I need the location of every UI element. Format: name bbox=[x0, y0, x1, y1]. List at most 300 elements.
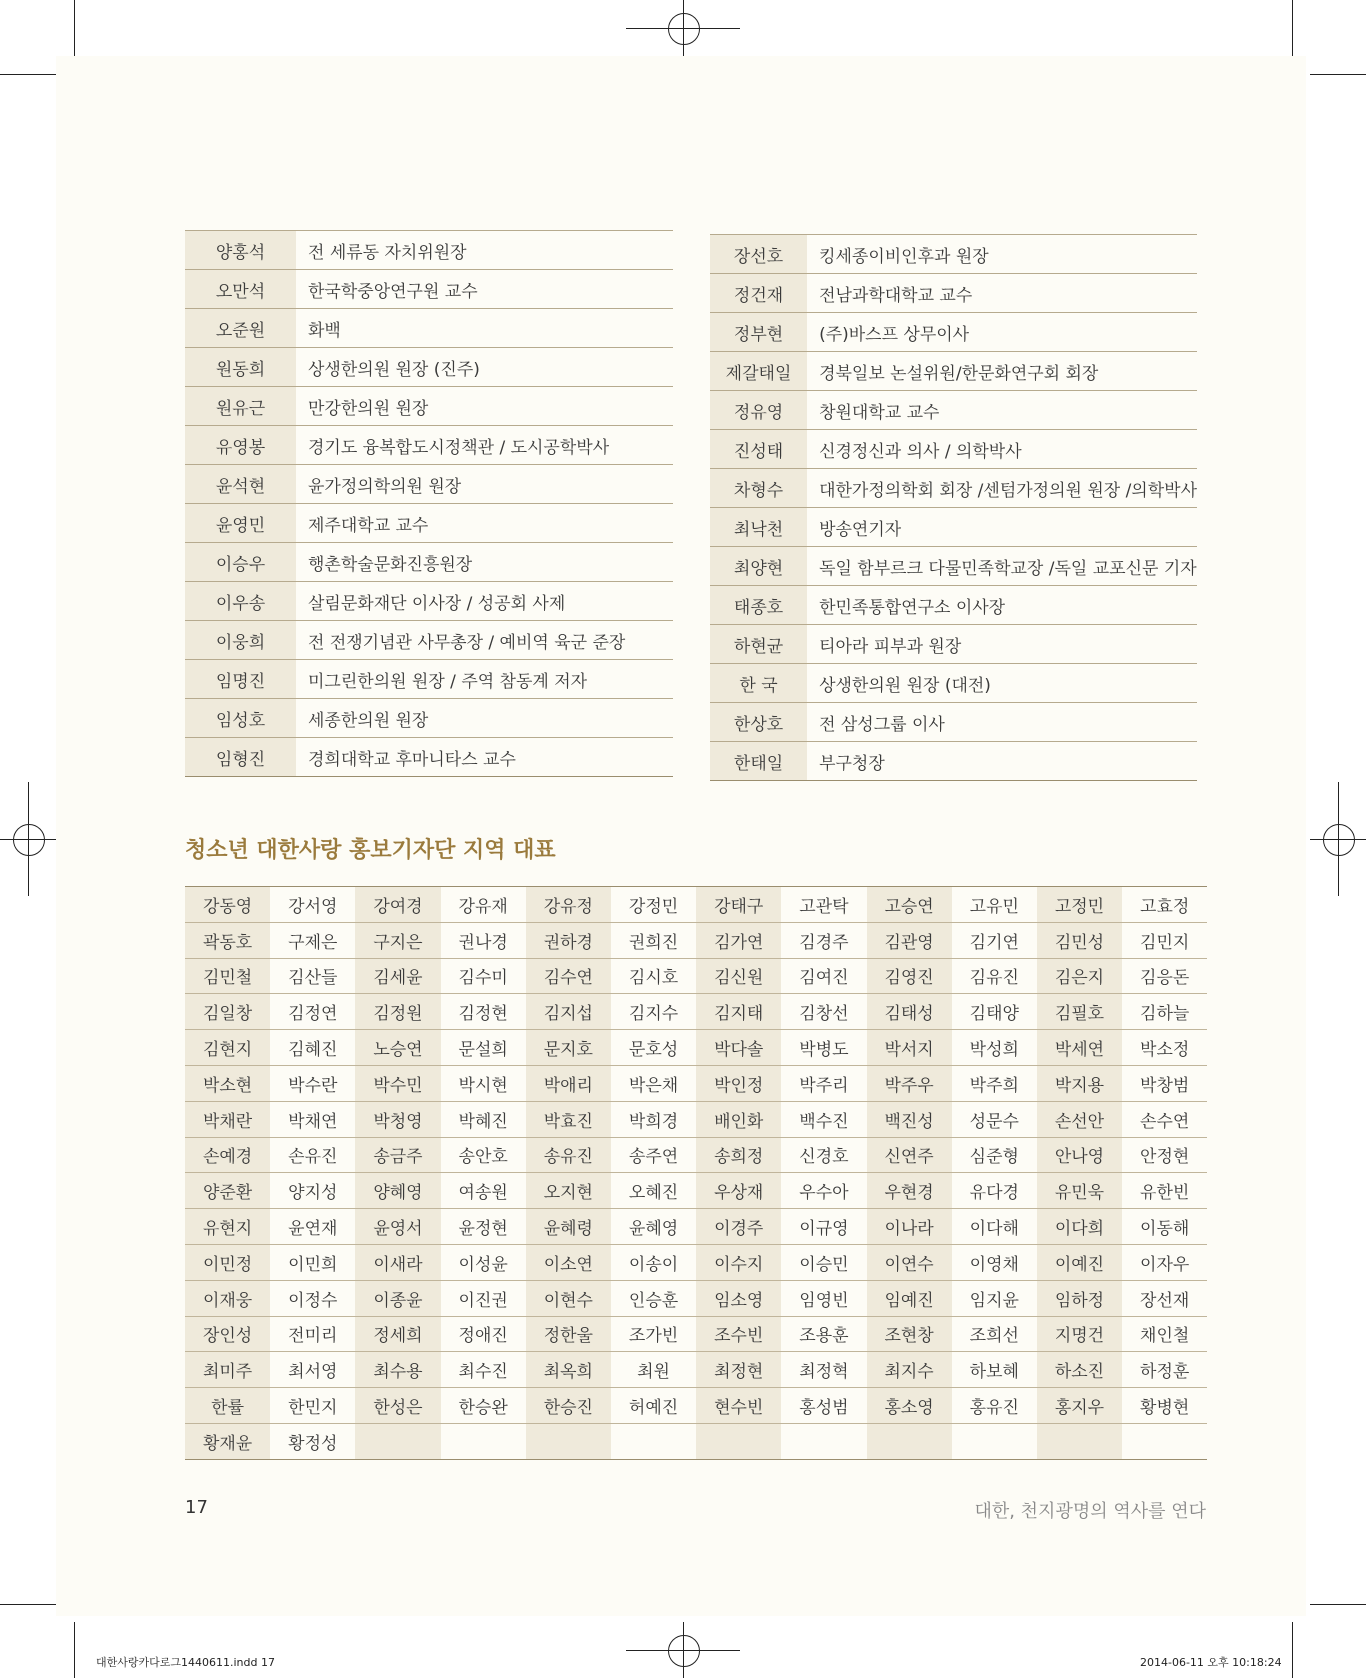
advisor-name: 진성태 bbox=[710, 430, 807, 469]
advisor-table-left bbox=[185, 230, 673, 777]
name-cell: 김태성 bbox=[867, 994, 952, 1030]
advisor-row bbox=[185, 270, 673, 309]
name-cell: 유민욱 bbox=[1037, 1173, 1122, 1209]
name-cell: 윤영서 bbox=[355, 1209, 440, 1245]
advisor-role: 상생한의원 원장 (대전) bbox=[807, 664, 1197, 703]
advisor-name: 양홍석 bbox=[185, 231, 296, 270]
name-cell: 박청영 bbox=[355, 1101, 440, 1137]
name-cell: 안나영 bbox=[1037, 1137, 1122, 1173]
name-cell: 고효정 bbox=[1122, 887, 1207, 923]
name-cell: 안정현 bbox=[1122, 1137, 1207, 1173]
name-cell bbox=[1037, 1423, 1122, 1459]
name-cell: 박지용 bbox=[1037, 1065, 1122, 1101]
name-cell: 우수아 bbox=[781, 1173, 866, 1209]
advisor-name: 윤영민 bbox=[185, 504, 296, 543]
name-cell: 이다해 bbox=[952, 1209, 1037, 1245]
name-cell: 박수란 bbox=[270, 1065, 355, 1101]
name-cell: 유다경 bbox=[952, 1173, 1037, 1209]
name-cell: 우상재 bbox=[696, 1173, 781, 1209]
advisor-name: 오준원 bbox=[185, 309, 296, 348]
advisor-row bbox=[710, 742, 1197, 781]
name-cell: 박수민 bbox=[355, 1065, 440, 1101]
name-cell: 백수진 bbox=[781, 1101, 866, 1137]
registration-mark bbox=[668, 1635, 700, 1667]
name-grid-row bbox=[185, 1137, 1207, 1173]
advisor-row bbox=[185, 348, 673, 387]
advisor-name: 오만석 bbox=[185, 270, 296, 309]
youth-name-grid bbox=[185, 886, 1207, 1460]
name-cell: 박성희 bbox=[952, 1030, 1037, 1066]
name-cell: 하보혜 bbox=[952, 1352, 1037, 1388]
advisor-role: 킹세종이비인후과 원장 bbox=[807, 235, 1197, 274]
name-cell: 한승진 bbox=[526, 1388, 611, 1424]
advisor-name: 한태일 bbox=[710, 742, 807, 781]
advisor-role: 창원대학교 교수 bbox=[807, 391, 1197, 430]
name-cell: 김민지 bbox=[1122, 922, 1207, 958]
name-grid-row bbox=[185, 1244, 1207, 1280]
name-cell: 박다솔 bbox=[696, 1030, 781, 1066]
advisor-name: 원유근 bbox=[185, 387, 296, 426]
advisor-name: 차형수 bbox=[710, 469, 807, 508]
name-cell: 최정혁 bbox=[781, 1352, 866, 1388]
name-cell: 황정성 bbox=[270, 1423, 355, 1459]
advisor-role: 신경정신과 의사 / 의학박사 bbox=[807, 430, 1197, 469]
name-cell: 하소진 bbox=[1037, 1352, 1122, 1388]
name-cell: 김기연 bbox=[952, 922, 1037, 958]
name-cell: 노승연 bbox=[355, 1030, 440, 1066]
name-cell: 이재웅 bbox=[185, 1280, 270, 1316]
name-cell: 홍지우 bbox=[1037, 1388, 1122, 1424]
crop-mark bbox=[0, 74, 56, 75]
advisor-name: 정건재 bbox=[710, 274, 807, 313]
advisor-row bbox=[185, 309, 673, 348]
name-cell: 지명건 bbox=[1037, 1316, 1122, 1352]
name-cell: 김혜진 bbox=[270, 1030, 355, 1066]
name-cell bbox=[441, 1423, 526, 1459]
advisor-row bbox=[185, 660, 673, 699]
advisor-row bbox=[710, 313, 1197, 352]
name-cell: 김유진 bbox=[952, 958, 1037, 994]
page-number: 17 bbox=[185, 1497, 208, 1518]
name-cell: 장선재 bbox=[1122, 1280, 1207, 1316]
name-grid-row bbox=[185, 1316, 1207, 1352]
name-cell: 김수미 bbox=[441, 958, 526, 994]
advisor-name: 장선호 bbox=[710, 235, 807, 274]
name-cell: 박주희 bbox=[952, 1065, 1037, 1101]
name-cell: 하정훈 bbox=[1122, 1352, 1207, 1388]
name-cell: 김지태 bbox=[696, 994, 781, 1030]
name-cell: 최수진 bbox=[441, 1352, 526, 1388]
name-cell: 권하경 bbox=[526, 922, 611, 958]
name-cell: 김민성 bbox=[1037, 922, 1122, 958]
name-cell: 김필호 bbox=[1037, 994, 1122, 1030]
advisor-role: 화백 bbox=[296, 309, 673, 348]
name-cell: 이경주 bbox=[696, 1209, 781, 1245]
name-grid-row bbox=[185, 958, 1207, 994]
name-cell: 김응돈 bbox=[1122, 958, 1207, 994]
name-cell: 김지수 bbox=[611, 994, 696, 1030]
name-cell: 최지수 bbox=[867, 1352, 952, 1388]
name-cell: 황병현 bbox=[1122, 1388, 1207, 1424]
name-cell: 황재윤 bbox=[185, 1423, 270, 1459]
name-grid-row bbox=[185, 887, 1207, 923]
name-cell: 김영진 bbox=[867, 958, 952, 994]
advisor-role: 전 삼성그룹 이사 bbox=[807, 703, 1197, 742]
advisor-row bbox=[185, 582, 673, 621]
advisor-row bbox=[710, 586, 1197, 625]
name-cell: 조수빈 bbox=[696, 1316, 781, 1352]
name-cell: 손유진 bbox=[270, 1137, 355, 1173]
advisor-table-right bbox=[710, 234, 1197, 781]
advisor-name: 이우송 bbox=[185, 582, 296, 621]
name-grid-row bbox=[185, 1101, 1207, 1137]
advisor-row bbox=[185, 621, 673, 660]
advisor-name: 윤석현 bbox=[185, 465, 296, 504]
advisor-row bbox=[185, 738, 673, 777]
name-cell: 한률 bbox=[185, 1388, 270, 1424]
name-cell: 조희선 bbox=[952, 1316, 1037, 1352]
name-cell: 강서영 bbox=[270, 887, 355, 923]
name-cell: 허예진 bbox=[611, 1388, 696, 1424]
advisor-name: 정부현 bbox=[710, 313, 807, 352]
advisor-name: 하현균 bbox=[710, 625, 807, 664]
name-cell: 문설희 bbox=[441, 1030, 526, 1066]
name-cell: 한민지 bbox=[270, 1388, 355, 1424]
name-cell: 우현경 bbox=[867, 1173, 952, 1209]
name-cell bbox=[867, 1423, 952, 1459]
advisor-name: 이웅희 bbox=[185, 621, 296, 660]
name-cell: 김정연 bbox=[270, 994, 355, 1030]
name-cell: 송주연 bbox=[611, 1137, 696, 1173]
name-cell: 박은채 bbox=[611, 1065, 696, 1101]
name-cell: 홍성범 bbox=[781, 1388, 866, 1424]
name-cell: 오지현 bbox=[526, 1173, 611, 1209]
name-cell: 김하늘 bbox=[1122, 994, 1207, 1030]
advisor-name: 임성호 bbox=[185, 699, 296, 738]
name-cell: 임지윤 bbox=[952, 1280, 1037, 1316]
name-cell: 이진권 bbox=[441, 1280, 526, 1316]
name-cell: 강유재 bbox=[441, 887, 526, 923]
advisor-row bbox=[185, 699, 673, 738]
name-cell bbox=[355, 1423, 440, 1459]
name-cell: 윤혜령 bbox=[526, 1209, 611, 1245]
name-cell: 이종윤 bbox=[355, 1280, 440, 1316]
name-grid-row bbox=[185, 1065, 1207, 1101]
name-cell: 박채연 bbox=[270, 1101, 355, 1137]
name-cell: 박소정 bbox=[1122, 1030, 1207, 1066]
advisor-role: 미그린한의원 원장 / 주역 참동계 저자 bbox=[296, 660, 673, 699]
advisor-role: 만강한의원 원장 bbox=[296, 387, 673, 426]
advisor-row bbox=[710, 274, 1197, 313]
name-cell: 전미리 bbox=[270, 1316, 355, 1352]
advisor-name: 최낙천 bbox=[710, 508, 807, 547]
name-cell: 이성윤 bbox=[441, 1244, 526, 1280]
name-cell: 유한빈 bbox=[1122, 1173, 1207, 1209]
name-cell: 김일창 bbox=[185, 994, 270, 1030]
name-cell: 김현지 bbox=[185, 1030, 270, 1066]
name-cell: 최서영 bbox=[270, 1352, 355, 1388]
advisor-row bbox=[185, 504, 673, 543]
name-cell: 김신원 bbox=[696, 958, 781, 994]
name-cell: 한승완 bbox=[441, 1388, 526, 1424]
name-cell: 문호성 bbox=[611, 1030, 696, 1066]
advisor-name: 제갈태일 bbox=[710, 352, 807, 391]
name-cell: 채인철 bbox=[1122, 1316, 1207, 1352]
name-cell: 구지은 bbox=[355, 922, 440, 958]
name-grid-row bbox=[185, 1352, 1207, 1388]
crop-mark bbox=[74, 1622, 75, 1678]
name-cell: 송유진 bbox=[526, 1137, 611, 1173]
name-cell: 윤연재 bbox=[270, 1209, 355, 1245]
name-cell: 이민정 bbox=[185, 1244, 270, 1280]
advisor-role: 행촌학술문화진흥원장 bbox=[296, 543, 673, 582]
name-cell: 백진성 bbox=[867, 1101, 952, 1137]
name-cell: 박주우 bbox=[867, 1065, 952, 1101]
name-cell: 이새라 bbox=[355, 1244, 440, 1280]
name-cell: 윤정현 bbox=[441, 1209, 526, 1245]
name-cell: 이예진 bbox=[1037, 1244, 1122, 1280]
name-cell: 박효진 bbox=[526, 1101, 611, 1137]
advisor-row bbox=[710, 469, 1197, 508]
name-cell: 박주리 bbox=[781, 1065, 866, 1101]
name-cell: 김창선 bbox=[781, 994, 866, 1030]
advisor-row bbox=[710, 547, 1197, 586]
name-cell: 홍유진 bbox=[952, 1388, 1037, 1424]
name-cell: 고정민 bbox=[1037, 887, 1122, 923]
name-cell: 김가연 bbox=[696, 922, 781, 958]
name-cell: 여송원 bbox=[441, 1173, 526, 1209]
name-cell: 이다희 bbox=[1037, 1209, 1122, 1245]
name-cell: 양지성 bbox=[270, 1173, 355, 1209]
name-grid-row bbox=[185, 1388, 1207, 1424]
name-cell: 성문수 bbox=[952, 1101, 1037, 1137]
name-cell: 이승민 bbox=[781, 1244, 866, 1280]
name-cell: 박시현 bbox=[441, 1065, 526, 1101]
name-cell: 김태양 bbox=[952, 994, 1037, 1030]
section-title: 청소년 대한사랑 홍보기자단 지역 대표 bbox=[185, 838, 556, 863]
advisor-row bbox=[710, 703, 1197, 742]
advisor-name: 한 국 bbox=[710, 664, 807, 703]
advisor-role: 티아라 피부과 원장 bbox=[807, 625, 1197, 664]
name-cell: 정세희 bbox=[355, 1316, 440, 1352]
advisor-row bbox=[185, 465, 673, 504]
crop-mark bbox=[1310, 74, 1366, 75]
name-cell: 신경호 bbox=[781, 1137, 866, 1173]
name-cell: 고승연 bbox=[867, 887, 952, 923]
name-cell: 문지호 bbox=[526, 1030, 611, 1066]
name-cell: 인승훈 bbox=[611, 1280, 696, 1316]
name-cell: 김지섭 bbox=[526, 994, 611, 1030]
name-cell: 곽동호 bbox=[185, 922, 270, 958]
advisor-role: 세종한의원 원장 bbox=[296, 699, 673, 738]
advisor-role: 한국학중앙연구원 교수 bbox=[296, 270, 673, 309]
name-cell: 이소연 bbox=[526, 1244, 611, 1280]
name-cell: 손예경 bbox=[185, 1137, 270, 1173]
name-cell: 송금주 bbox=[355, 1137, 440, 1173]
name-cell: 윤혜영 bbox=[611, 1209, 696, 1245]
name-cell bbox=[1122, 1423, 1207, 1459]
slug-timestamp: 2014-06-11 오후 10:18:24 bbox=[1140, 1656, 1282, 1669]
name-cell: 최미주 bbox=[185, 1352, 270, 1388]
advisor-role: 경기도 융복합도시정책관 / 도시공학박사 bbox=[296, 426, 673, 465]
name-cell: 이영채 bbox=[952, 1244, 1037, 1280]
advisor-name: 원동희 bbox=[185, 348, 296, 387]
name-cell: 강정민 bbox=[611, 887, 696, 923]
name-cell: 홍소영 bbox=[867, 1388, 952, 1424]
name-cell: 송안호 bbox=[441, 1137, 526, 1173]
name-cell: 박채란 bbox=[185, 1101, 270, 1137]
name-cell: 강동영 bbox=[185, 887, 270, 923]
advisor-role: 경희대학교 후마니타스 교수 bbox=[296, 738, 673, 777]
advisor-name: 정유영 bbox=[710, 391, 807, 430]
advisor-name: 임형진 bbox=[185, 738, 296, 777]
name-cell: 이연수 bbox=[867, 1244, 952, 1280]
crop-mark bbox=[1292, 1622, 1293, 1678]
advisor-role: 상생한의원 원장 (진주) bbox=[296, 348, 673, 387]
advisor-name: 유영봉 bbox=[185, 426, 296, 465]
name-cell: 최수용 bbox=[355, 1352, 440, 1388]
name-cell: 양혜영 bbox=[355, 1173, 440, 1209]
name-cell: 김민철 bbox=[185, 958, 270, 994]
advisor-role: 전 세류동 자치위원장 bbox=[296, 231, 673, 270]
crop-mark bbox=[74, 0, 75, 56]
advisor-row bbox=[710, 352, 1197, 391]
crop-mark bbox=[0, 1604, 56, 1605]
advisor-row bbox=[710, 391, 1197, 430]
name-cell: 김정원 bbox=[355, 994, 440, 1030]
name-cell: 김산들 bbox=[270, 958, 355, 994]
name-cell: 한성은 bbox=[355, 1388, 440, 1424]
name-cell: 이송이 bbox=[611, 1244, 696, 1280]
name-cell: 배인화 bbox=[696, 1101, 781, 1137]
name-cell: 유현지 bbox=[185, 1209, 270, 1245]
advisor-row bbox=[710, 430, 1197, 469]
registration-mark bbox=[1323, 824, 1355, 856]
advisor-row bbox=[710, 664, 1197, 703]
advisor-role: 대한가정의학회 회장 /센텀가정의원 원장 /의학박사 bbox=[807, 469, 1197, 508]
name-cell: 강태구 bbox=[696, 887, 781, 923]
advisor-row bbox=[185, 387, 673, 426]
advisor-role: 전남과학대학교 교수 bbox=[807, 274, 1197, 313]
registration-mark bbox=[13, 824, 45, 856]
name-cell: 구제은 bbox=[270, 922, 355, 958]
name-cell: 조용훈 bbox=[781, 1316, 866, 1352]
name-cell: 이자우 bbox=[1122, 1244, 1207, 1280]
name-cell: 이수지 bbox=[696, 1244, 781, 1280]
advisor-role: 부구청장 bbox=[807, 742, 1197, 781]
name-cell: 고관탁 bbox=[781, 887, 866, 923]
advisor-row bbox=[710, 625, 1197, 664]
name-cell: 최정현 bbox=[696, 1352, 781, 1388]
name-grid-row bbox=[185, 1173, 1207, 1209]
name-cell: 이규영 bbox=[781, 1209, 866, 1245]
name-cell: 조현창 bbox=[867, 1316, 952, 1352]
name-cell bbox=[781, 1423, 866, 1459]
name-cell: 손선안 bbox=[1037, 1101, 1122, 1137]
name-cell: 이동해 bbox=[1122, 1209, 1207, 1245]
name-cell: 임영빈 bbox=[781, 1280, 866, 1316]
name-cell: 박소현 bbox=[185, 1065, 270, 1101]
advisor-role: 살림문화재단 이사장 / 성공회 사제 bbox=[296, 582, 673, 621]
advisor-name: 이승우 bbox=[185, 543, 296, 582]
name-cell: 장인성 bbox=[185, 1316, 270, 1352]
crop-mark bbox=[1310, 1604, 1366, 1605]
name-cell: 이정수 bbox=[270, 1280, 355, 1316]
name-cell: 박창범 bbox=[1122, 1065, 1207, 1101]
name-cell: 박병도 bbox=[781, 1030, 866, 1066]
name-cell: 김세윤 bbox=[355, 958, 440, 994]
name-cell: 고유민 bbox=[952, 887, 1037, 923]
name-cell: 김관영 bbox=[867, 922, 952, 958]
advisor-row bbox=[185, 231, 673, 270]
name-cell: 강여경 bbox=[355, 887, 440, 923]
name-cell: 이나라 bbox=[867, 1209, 952, 1245]
name-grid-row bbox=[185, 1423, 1207, 1459]
name-grid-row bbox=[185, 922, 1207, 958]
advisor-name: 태종호 bbox=[710, 586, 807, 625]
name-grid-row bbox=[185, 1030, 1207, 1066]
name-cell: 최원 bbox=[611, 1352, 696, 1388]
name-cell: 정한울 bbox=[526, 1316, 611, 1352]
name-cell bbox=[696, 1423, 781, 1459]
name-grid-row bbox=[185, 994, 1207, 1030]
name-cell: 정애진 bbox=[441, 1316, 526, 1352]
name-cell: 김경주 bbox=[781, 922, 866, 958]
name-cell: 김수연 bbox=[526, 958, 611, 994]
name-cell: 김정현 bbox=[441, 994, 526, 1030]
name-cell: 손수연 bbox=[1122, 1101, 1207, 1137]
name-cell: 오혜진 bbox=[611, 1173, 696, 1209]
advisor-role: 방송연기자 bbox=[807, 508, 1197, 547]
name-cell: 임소영 bbox=[696, 1280, 781, 1316]
name-cell: 신연주 bbox=[867, 1137, 952, 1173]
name-cell: 심준형 bbox=[952, 1137, 1037, 1173]
name-cell bbox=[952, 1423, 1037, 1459]
name-cell: 박서지 bbox=[867, 1030, 952, 1066]
advisor-role: 독일 함부르크 다물민족학교장 /독일 교포신문 기자 bbox=[807, 547, 1197, 586]
advisor-row bbox=[185, 543, 673, 582]
name-cell: 강유정 bbox=[526, 887, 611, 923]
advisor-name: 한상호 bbox=[710, 703, 807, 742]
name-cell: 박세연 bbox=[1037, 1030, 1122, 1066]
advisor-role: 경북일보 논설위원/한문화연구회 회장 bbox=[807, 352, 1197, 391]
advisor-name: 임명진 bbox=[185, 660, 296, 699]
name-cell: 이민희 bbox=[270, 1244, 355, 1280]
name-cell: 이현수 bbox=[526, 1280, 611, 1316]
name-cell: 박희경 bbox=[611, 1101, 696, 1137]
name-cell: 송희정 bbox=[696, 1137, 781, 1173]
name-cell: 김시호 bbox=[611, 958, 696, 994]
advisor-role: 제주대학교 교수 bbox=[296, 504, 673, 543]
name-cell: 임하정 bbox=[1037, 1280, 1122, 1316]
name-cell: 양준환 bbox=[185, 1173, 270, 1209]
name-grid-row bbox=[185, 1209, 1207, 1245]
footer-tagline: 대한, 천지광명의 역사를 연다 bbox=[974, 1501, 1206, 1522]
name-cell bbox=[526, 1423, 611, 1459]
advisor-row bbox=[710, 508, 1197, 547]
name-cell: 현수빈 bbox=[696, 1388, 781, 1424]
advisor-role: 전 전쟁기념관 사무총장 / 예비역 육군 준장 bbox=[296, 621, 673, 660]
name-cell: 박혜진 bbox=[441, 1101, 526, 1137]
advisor-role: 한민족통합연구소 이사장 bbox=[807, 586, 1197, 625]
name-cell: 임예진 bbox=[867, 1280, 952, 1316]
advisor-role: (주)바스프 상무이사 bbox=[807, 313, 1197, 352]
registration-mark bbox=[668, 13, 700, 45]
advisor-row bbox=[710, 235, 1197, 274]
slug-filename: 대한사랑카다로그1440611.indd 17 bbox=[96, 1656, 275, 1669]
name-cell: 조가빈 bbox=[611, 1316, 696, 1352]
name-cell: 김여진 bbox=[781, 958, 866, 994]
